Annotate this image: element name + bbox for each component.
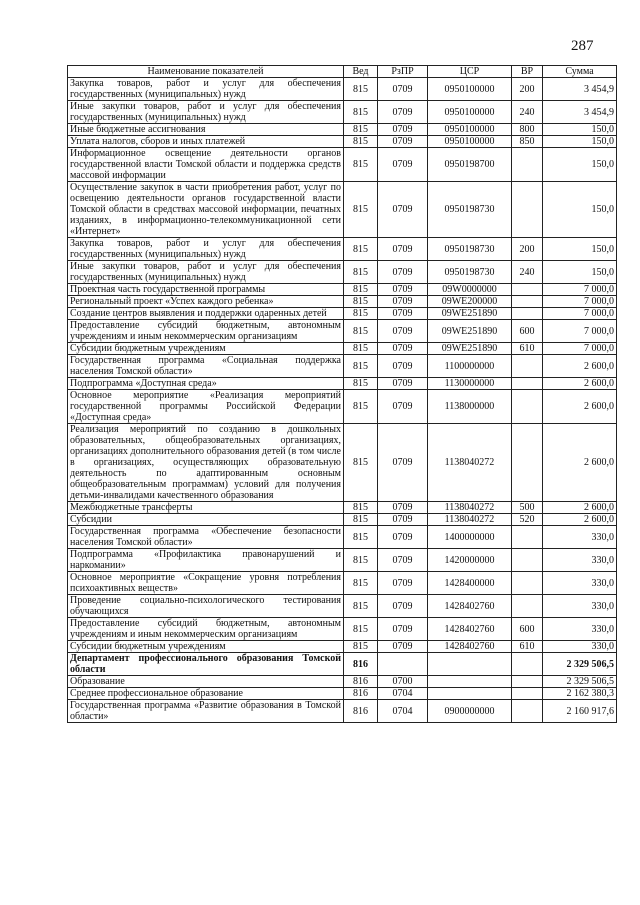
cell-sum: 3 454,9 (543, 78, 617, 101)
cell-rzpr: 0709 (378, 618, 428, 641)
cell-sum: 150,0 (543, 261, 617, 284)
cell-sum: 2 600,0 (543, 390, 617, 424)
cell-sum: 7 000,0 (543, 284, 617, 296)
table-row (68, 343, 617, 355)
cell-vr: 240 (512, 261, 543, 284)
cell-csr: 1100000000 (428, 355, 512, 378)
cell-vr (512, 390, 543, 424)
header-ved: Вед (344, 66, 378, 78)
cell-ved: 815 (344, 514, 378, 526)
cell-sum: 150,0 (543, 124, 617, 136)
table-row (68, 688, 617, 700)
cell-sum: 2 329 506,5 (543, 653, 617, 676)
cell-vr (512, 308, 543, 320)
cell-csr: 1428402760 (428, 641, 512, 653)
cell-ved: 815 (344, 641, 378, 653)
cell-sum: 150,0 (543, 148, 617, 182)
header-rzpr: РзПР (378, 66, 428, 78)
cell-rzpr: 0709 (378, 238, 428, 261)
table-row (68, 78, 617, 101)
table-row (68, 572, 617, 595)
table-row (68, 700, 617, 723)
cell-ved: 815 (344, 308, 378, 320)
cell-vr (512, 572, 543, 595)
cell-name: Закупка товаров, работ и услуг для обеспечения государственных (муниципальных) нужд (68, 78, 344, 101)
cell-vr: 600 (512, 618, 543, 641)
cell-name: Государственная программа «Обеспечение безопасности населения Томской области» (68, 526, 344, 549)
cell-csr: 0950198700 (428, 148, 512, 182)
cell-rzpr: 0709 (378, 320, 428, 343)
cell-sum: 3 454,9 (543, 101, 617, 124)
cell-vr (512, 424, 543, 502)
cell-csr: 09WE251890 (428, 343, 512, 355)
table-row (68, 101, 617, 124)
cell-ved: 815 (344, 378, 378, 390)
cell-ved: 815 (344, 390, 378, 424)
cell-vr: 200 (512, 238, 543, 261)
cell-ved: 815 (344, 296, 378, 308)
cell-vr: 610 (512, 641, 543, 653)
cell-sum: 150,0 (543, 136, 617, 148)
header-vr: ВР (512, 66, 543, 78)
cell-name: Государственная программа «Социальная поддержка населения Томской области» (68, 355, 344, 378)
cell-sum: 2 600,0 (543, 502, 617, 514)
table-row (68, 502, 617, 514)
cell-rzpr: 0709 (378, 549, 428, 572)
cell-rzpr: 0709 (378, 595, 428, 618)
cell-ved: 815 (344, 136, 378, 148)
cell-rzpr: 0709 (378, 355, 428, 378)
table-row (68, 653, 617, 676)
cell-ved: 815 (344, 148, 378, 182)
cell-csr: 0950198730 (428, 238, 512, 261)
cell-ved: 815 (344, 284, 378, 296)
cell-ved: 815 (344, 101, 378, 124)
cell-ved: 816 (344, 653, 378, 676)
cell-csr (428, 653, 512, 676)
header-sum: Сумма (543, 66, 617, 78)
cell-rzpr: 0709 (378, 390, 428, 424)
table-row (68, 320, 617, 343)
cell-csr: 0950100000 (428, 101, 512, 124)
cell-vr (512, 182, 543, 238)
cell-rzpr: 0709 (378, 378, 428, 390)
cell-ved: 815 (344, 424, 378, 502)
cell-csr (428, 676, 512, 688)
table-row (68, 355, 617, 378)
cell-name: Проектная часть государственной программы (68, 284, 344, 296)
cell-name: Иные закупки товаров, работ и услуг для обеспечения государственных (муниципальных) нужд (68, 101, 344, 124)
cell-vr: 500 (512, 502, 543, 514)
cell-vr (512, 284, 543, 296)
cell-name: Межбюджетные трансферты (68, 502, 344, 514)
cell-csr: 1138040272 (428, 514, 512, 526)
table-header-row (68, 66, 617, 78)
cell-vr (512, 296, 543, 308)
cell-sum: 330,0 (543, 595, 617, 618)
cell-ved: 815 (344, 502, 378, 514)
table-row (68, 526, 617, 549)
table-row (68, 378, 617, 390)
cell-csr: 1138040272 (428, 424, 512, 502)
cell-csr: 1420000000 (428, 549, 512, 572)
cell-vr: 800 (512, 124, 543, 136)
table-row (68, 618, 617, 641)
cell-name: Департамент профессионального образования Томской области (68, 653, 344, 676)
cell-rzpr: 0709 (378, 284, 428, 296)
cell-rzpr: 0709 (378, 641, 428, 653)
cell-sum: 2 329 506,5 (543, 676, 617, 688)
cell-vr (512, 148, 543, 182)
table-row (68, 284, 617, 296)
cell-ved: 815 (344, 238, 378, 261)
cell-rzpr: 0709 (378, 182, 428, 238)
cell-vr: 520 (512, 514, 543, 526)
cell-rzpr: 0709 (378, 308, 428, 320)
cell-ved: 815 (344, 618, 378, 641)
cell-rzpr: 0709 (378, 514, 428, 526)
cell-sum: 2 600,0 (543, 424, 617, 502)
cell-name: Основное мероприятие «Реализация мероприятий государственной программы Российской Федерации «Доступная среда» (68, 390, 344, 424)
cell-vr: 600 (512, 320, 543, 343)
table-row (68, 261, 617, 284)
table-row (68, 549, 617, 572)
cell-name: Подпрограмма «Доступная среда» (68, 378, 344, 390)
cell-vr (512, 378, 543, 390)
cell-ved: 815 (344, 595, 378, 618)
cell-rzpr: 0709 (378, 526, 428, 549)
table-row (68, 182, 617, 238)
cell-vr (512, 355, 543, 378)
table-row (68, 136, 617, 148)
table-row (68, 238, 617, 261)
cell-rzpr: 0709 (378, 502, 428, 514)
cell-ved: 815 (344, 78, 378, 101)
cell-name: Предоставление субсидий бюджетным, автономным учреждениям и иным некоммерческим организациям (68, 618, 344, 641)
cell-ved: 815 (344, 549, 378, 572)
cell-sum: 2 162 380,3 (543, 688, 617, 700)
cell-csr: 0950100000 (428, 124, 512, 136)
cell-sum: 7 000,0 (543, 308, 617, 320)
table-body (68, 78, 617, 723)
cell-rzpr (378, 653, 428, 676)
cell-vr: 610 (512, 343, 543, 355)
cell-vr: 200 (512, 78, 543, 101)
table-row (68, 296, 617, 308)
cell-sum: 7 000,0 (543, 320, 617, 343)
table-row (68, 148, 617, 182)
cell-sum: 2 600,0 (543, 514, 617, 526)
table-row (68, 424, 617, 502)
cell-rzpr: 0709 (378, 261, 428, 284)
cell-csr: 09W0000000 (428, 284, 512, 296)
page-number: 287 (571, 38, 594, 54)
cell-name: Проведение социально-психологического тестирования обучающихся (68, 595, 344, 618)
cell-csr: 0950100000 (428, 78, 512, 101)
cell-vr (512, 700, 543, 723)
cell-csr: 1428402760 (428, 618, 512, 641)
cell-csr: 0950198730 (428, 261, 512, 284)
cell-sum: 150,0 (543, 238, 617, 261)
cell-rzpr: 0709 (378, 424, 428, 502)
cell-ved: 816 (344, 676, 378, 688)
cell-csr: 1428402760 (428, 595, 512, 618)
cell-sum: 2 600,0 (543, 355, 617, 378)
cell-rzpr: 0709 (378, 136, 428, 148)
cell-csr: 09WE251890 (428, 308, 512, 320)
cell-sum: 7 000,0 (543, 296, 617, 308)
cell-csr (428, 688, 512, 700)
cell-ved: 815 (344, 526, 378, 549)
cell-sum: 330,0 (543, 572, 617, 595)
cell-ved: 816 (344, 700, 378, 723)
cell-name: Реализация мероприятий по созданию в дошкольных образовательных, общеобразовательных организациях, организациях дополнительного образования детей (в том числе в организациях, осуществляющих образовательную деятельность по адаптированным основным общеобразовательным программам) условий для получения детьми-инвалидами качественного образования (68, 424, 344, 502)
cell-name: Субсидии бюджетным учреждениям (68, 641, 344, 653)
cell-rzpr: 0709 (378, 296, 428, 308)
cell-rzpr: 0709 (378, 572, 428, 595)
cell-vr (512, 653, 543, 676)
cell-ved: 815 (344, 343, 378, 355)
cell-name: Образование (68, 676, 344, 688)
cell-csr: 1138040272 (428, 502, 512, 514)
table-row (68, 676, 617, 688)
cell-name: Субсидии бюджетным учреждениям (68, 343, 344, 355)
table-row (68, 595, 617, 618)
cell-csr: 0950100000 (428, 136, 512, 148)
cell-ved: 815 (344, 261, 378, 284)
cell-sum: 7 000,0 (543, 343, 617, 355)
cell-vr: 850 (512, 136, 543, 148)
cell-rzpr: 0709 (378, 124, 428, 136)
cell-name: Уплата налогов, сборов и иных платежей (68, 136, 344, 148)
cell-rzpr: 0709 (378, 148, 428, 182)
cell-ved: 816 (344, 688, 378, 700)
table-row (68, 124, 617, 136)
cell-rzpr: 0704 (378, 700, 428, 723)
cell-csr: 0900000000 (428, 700, 512, 723)
cell-name: Основное мероприятие «Сокращение уровня потребления психоактивных веществ» (68, 572, 344, 595)
cell-sum: 330,0 (543, 526, 617, 549)
table-row (68, 308, 617, 320)
cell-sum: 2 600,0 (543, 378, 617, 390)
cell-sum: 150,0 (543, 182, 617, 238)
table-row (68, 390, 617, 424)
cell-rzpr: 0704 (378, 688, 428, 700)
cell-csr: 09WE200000 (428, 296, 512, 308)
budget-table (67, 65, 617, 723)
cell-name: Предоставление субсидий бюджетным, автономным учреждениям и иным некоммерческим организациям (68, 320, 344, 343)
cell-name: Субсидии (68, 514, 344, 526)
cell-name: Информационное освещение деятельности органов государственной власти Томской области и поддержка средств массовой информации (68, 148, 344, 182)
cell-ved: 815 (344, 124, 378, 136)
cell-rzpr: 0709 (378, 101, 428, 124)
cell-ved: 815 (344, 572, 378, 595)
table-row (68, 641, 617, 653)
cell-sum: 330,0 (543, 549, 617, 572)
cell-vr (512, 688, 543, 700)
cell-ved: 815 (344, 320, 378, 343)
cell-ved: 815 (344, 355, 378, 378)
cell-vr (512, 549, 543, 572)
cell-csr: 1138000000 (428, 390, 512, 424)
cell-sum: 330,0 (543, 618, 617, 641)
cell-name: Государственная программа «Развитие образования в Томской области» (68, 700, 344, 723)
cell-csr: 0950198730 (428, 182, 512, 238)
cell-name: Подпрограмма «Профилактика правонарушений и наркомании» (68, 549, 344, 572)
cell-csr: 1400000000 (428, 526, 512, 549)
cell-name: Закупка товаров, работ и услуг для обеспечения государственных (муниципальных) нужд (68, 238, 344, 261)
cell-sum: 2 160 917,6 (543, 700, 617, 723)
cell-name: Иные бюджетные ассигнования (68, 124, 344, 136)
cell-csr: 09WE251890 (428, 320, 512, 343)
cell-name: Создание центров выявления и поддержки одаренных детей (68, 308, 344, 320)
cell-name: Иные закупки товаров, работ и услуг для обеспечения государственных (муниципальных) нужд (68, 261, 344, 284)
table-row (68, 514, 617, 526)
cell-rzpr: 0700 (378, 676, 428, 688)
cell-csr: 1130000000 (428, 378, 512, 390)
cell-vr (512, 595, 543, 618)
cell-rzpr: 0709 (378, 78, 428, 101)
cell-name: Среднее профессиональное образование (68, 688, 344, 700)
cell-vr (512, 526, 543, 549)
header-name: Наименование показателей (68, 66, 344, 78)
cell-name: Региональный проект «Успех каждого ребенка» (68, 296, 344, 308)
cell-vr: 240 (512, 101, 543, 124)
header-csr: ЦСР (428, 66, 512, 78)
cell-sum: 330,0 (543, 641, 617, 653)
cell-vr (512, 676, 543, 688)
cell-ved: 815 (344, 182, 378, 238)
cell-name: Осуществление закупок в части приобретения работ, услуг по освещению деятельности органов государственной власти Томской области в средствах массовой информации, печатных изданиях, в информационно-телекоммуникационной сети «Интернет» (68, 182, 344, 238)
cell-csr: 1428400000 (428, 572, 512, 595)
cell-rzpr: 0709 (378, 343, 428, 355)
